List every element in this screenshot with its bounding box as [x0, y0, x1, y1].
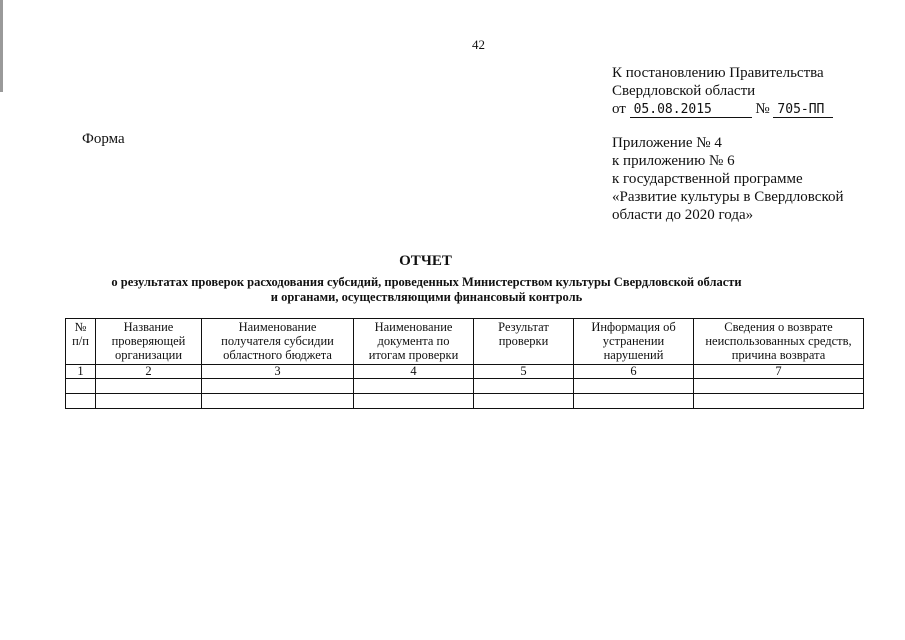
- header-inspecting-organization: Название проверяющей организации: [96, 319, 202, 365]
- form-label: Форма: [82, 131, 125, 147]
- table-cell: [96, 379, 202, 394]
- decree-line-2: Свердловской области: [612, 83, 756, 99]
- decree-date-value: 05.08.2015: [630, 102, 752, 118]
- appendix-reference: [612, 134, 844, 224]
- table-cell: [474, 394, 574, 409]
- table-cell: [202, 379, 354, 394]
- scan-edge: [0, 0, 3, 92]
- table-cell: [474, 379, 574, 394]
- decree-number-value: 705-ПП: [773, 102, 833, 118]
- table-cell: [354, 379, 474, 394]
- column-number-row: [66, 365, 864, 379]
- table-cell: [574, 379, 694, 394]
- column-number: 7: [694, 365, 864, 379]
- decree-reference: [612, 64, 833, 118]
- header-subsidy-recipient: Наименование получателя субсидии областного бюджета: [202, 319, 354, 365]
- table-cell: [694, 394, 864, 409]
- table-cell: [96, 394, 202, 409]
- table-cell: [66, 394, 96, 409]
- table-cell: [66, 379, 96, 394]
- report-subtitle-line: о результатах проверок расходования субсидий, проведенных Министерством культуры Свердловской области: [111, 275, 742, 289]
- column-number: 6: [574, 365, 694, 379]
- table-cell: [574, 394, 694, 409]
- decree-date-prefix: от: [612, 101, 626, 117]
- header-inspection-result: Результат проверки: [474, 319, 574, 365]
- header-violation-remediation: Информация об устранении нарушений: [574, 319, 694, 365]
- table-row-empty: [66, 394, 864, 409]
- header-inspection-document: Наименование документа по итогам проверки: [354, 319, 474, 365]
- appendix-line: к государственной программе: [612, 171, 803, 187]
- table-cell: [694, 379, 864, 394]
- report-table: [65, 318, 864, 409]
- appendix-line: Приложение № 4: [612, 135, 722, 151]
- decree-line-1: К постановлению Правительства: [612, 65, 824, 81]
- column-number: 3: [202, 365, 354, 379]
- column-number: 2: [96, 365, 202, 379]
- column-number: 1: [66, 365, 96, 379]
- decree-date-number: [612, 100, 833, 118]
- column-number: 4: [354, 365, 474, 379]
- header-refund-info: Сведения о возврате неиспользованных средств, причина возврата: [694, 319, 864, 365]
- table-cell: [354, 394, 474, 409]
- report-title: ОТЧЕТ: [399, 253, 452, 269]
- appendix-line: области до 2020 года»: [612, 207, 754, 223]
- page-number: 42: [472, 37, 485, 52]
- appendix-line: «Развитие культуры в Свердловской: [612, 189, 844, 205]
- header-row-number: № п/п: [66, 319, 96, 365]
- table-row-empty: [66, 379, 864, 394]
- table-header-row: [66, 319, 864, 365]
- appendix-line: к приложению № 6: [612, 153, 735, 169]
- report-subtitle: [60, 275, 793, 305]
- report-subtitle-line: и органами, осуществляющими финансовый контроль: [270, 290, 583, 304]
- decree-number-prefix: №: [755, 101, 770, 117]
- column-number: 5: [474, 365, 574, 379]
- table-cell: [202, 394, 354, 409]
